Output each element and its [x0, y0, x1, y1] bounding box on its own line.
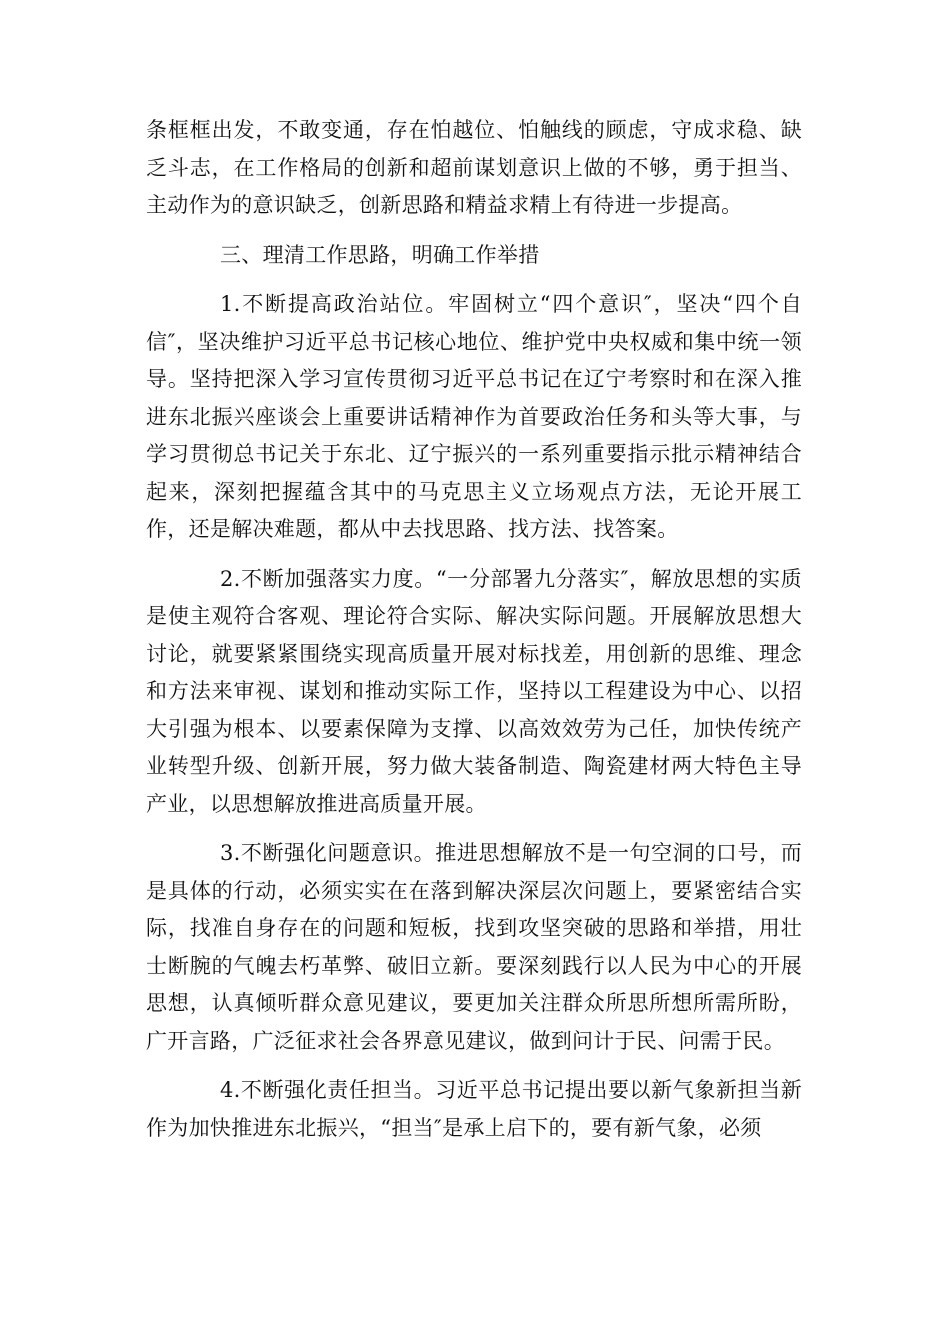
paragraph-continuation: 条框框出发，不敢变通，存在怕越位、怕触线的顾虑，守成求稳、缺乏斗志，在工作格局的创新和超前谋划意识上做的不够，勇于担当、主动作为的意识缺乏，创新思路和精益求精上有待进一步提高。 — [146, 118, 802, 217]
paragraph-item-3: 3.不断强化问题意识。推进思想解放不是一句空洞的口号，而是具体的行动，必须实实在在落到解决深层次问题上，要紧密结合实际，找准自身存在的问题和短板，找到攻坚突破的思路和举措，用壮士断腕的气魄去朽革弊、破旧立新。要深刻践行以人民为中心的开展思想，认真倾听群众意见建议，要更加关注群众所思所想所需所盼，广开言路，广泛征求社会各界意见建议，做到问计于民、问需于民。 — [146, 841, 802, 1053]
section-heading-three: 三、理清工作思路，明确工作举措 — [220, 242, 540, 267]
paragraph-item-1: 1.不断提高政治站位。牢固树立“四个意识″，坚决“四个自信″，坚决维护习近平总书记核心地位、维护党中央权威和集中统一领导。坚持把深入学习宣传贯彻习近平总书记在辽宁考察时和在深入推进东北振兴座谈会上重要讲话精神作为首要政治任务和头等大事，与学习贯彻总书记关于东北、辽宁振兴的一系列重要指示批示精神结合起来，深刻把握蕴含其中的马克思主义立场观点方法，无论开展工作，还是解决难题，都从中去找思路、找方法、找答案。 — [146, 292, 802, 541]
paragraph-item-2: 2.不断加强落实力度。“一分部署九分落实″，解放思想的实质是使主观符合客观、理论符合实际、解决实际问题。开展解放思想大讨论，就要紧紧围绕实现高质量开展对标找差，用创新的思维、理念和方法来审视、谋划和推动实际工作，坚持以工程建设为中心、以招大引强为根本、以要素保障为支撑、以高效效劳为己任，加快传统产业转型升级、创新开展，努力做大装备制造、陶瓷建材两大特色主导产业，以思想解放推进高质量开展。 — [146, 566, 802, 816]
paragraph-item-4: 4.不断强化责任担当。习近平总书记提出要以新气象新担当新作为加快推进东北振兴，“担当″是承上启下的，要有新气象，必须 — [146, 1078, 802, 1140]
document-body — [146, 112, 802, 1147]
